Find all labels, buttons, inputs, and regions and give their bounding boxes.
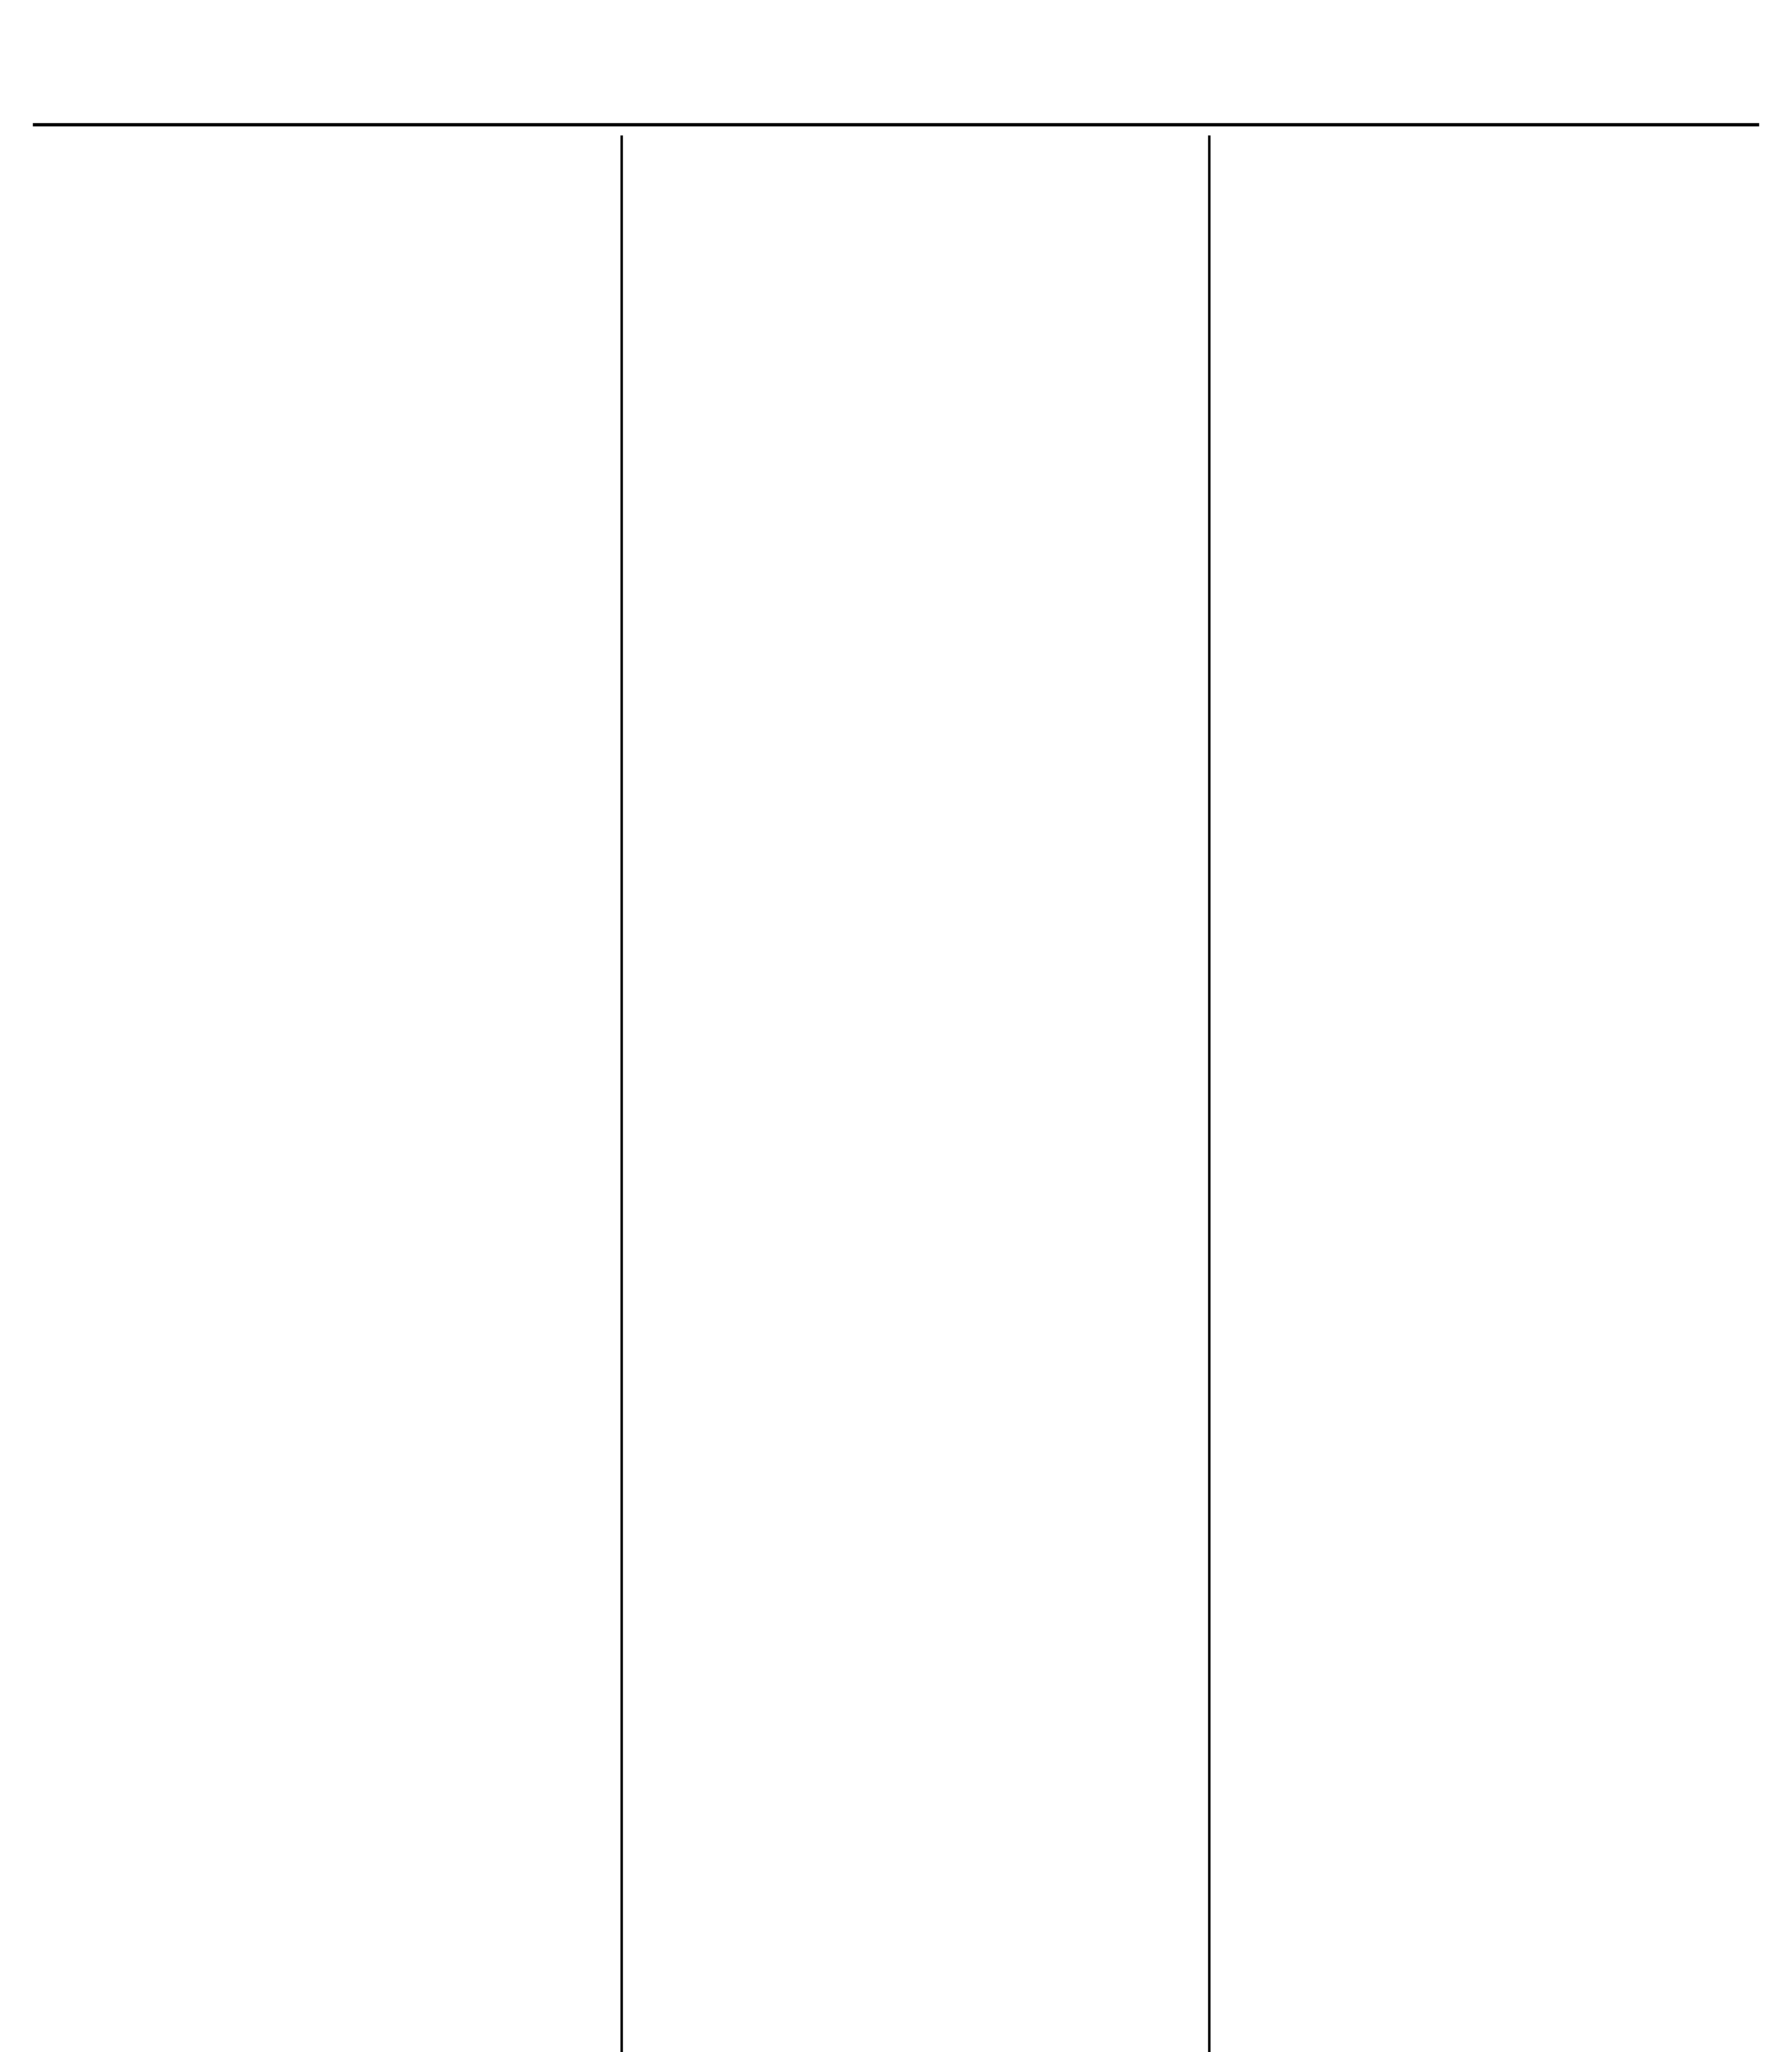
page-header [33,62,1759,126]
column-3 [1208,135,1760,2052]
column-2 [620,135,1173,2052]
column-1 [33,135,583,2052]
